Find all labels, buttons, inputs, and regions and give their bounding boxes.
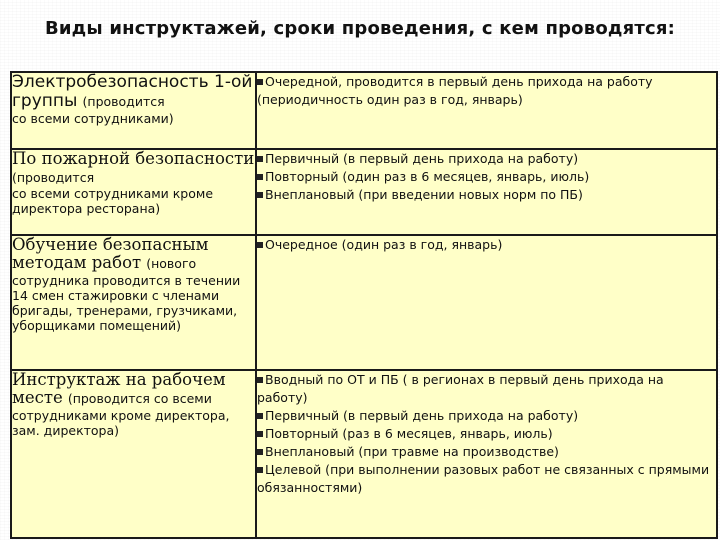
row-note-inline: (проводится со всеми	[67, 391, 212, 407]
list-item: Внеплановый (при введении новых норм по ПБ)	[257, 186, 716, 204]
list-item: Первичный (в первый день прихода на работу)	[257, 407, 716, 425]
table-row	[11, 149, 717, 235]
list-item: Очередное (один раз в год, январь)	[257, 236, 716, 254]
list-item: Очередной, проводится в первый день прихода на работу (периодичность один раз в год, январь)	[257, 74, 653, 107]
list-item: Вводный по ОТ и ПБ ( в регионах в первый день прихода на работу)	[257, 372, 664, 405]
row-note: сотрудниками кроме директора, зам. директора)	[12, 407, 230, 438]
table-row	[11, 370, 717, 538]
list-item: Внеплановый (при травме на производстве)	[257, 443, 716, 461]
bullet-icon	[257, 431, 263, 437]
row-note-inline: (проводится	[82, 94, 165, 110]
row-heading-cell	[11, 72, 256, 149]
page-title: Виды инструктажей, сроки проведения, с кем проводятся:	[44, 18, 676, 39]
table-row	[11, 72, 717, 149]
bullet-icon	[257, 467, 263, 473]
list-item: Целевой (при выполнении разовых работ не связанных с прямыми обязанностями)	[257, 462, 710, 495]
list-item: Первичный (в первый день прихода на работу)	[257, 150, 716, 168]
instruction-table	[10, 71, 718, 539]
list-item: Повторный (раз в 6 месяцев, январь, июль)	[257, 425, 716, 443]
row-heading: Инструктаж на рабочем месте	[12, 370, 226, 408]
row-note: сотрудника проводится в течении 14 смен стажировки с членами бригады, тренерами, грузчиками, уборщиками помещений)	[12, 272, 241, 333]
list-item: Повторный (один раз в 6 месяцев, январь, июль)	[257, 168, 716, 186]
bullet-icon	[257, 192, 263, 198]
table-row	[11, 235, 717, 370]
row-items-cell	[256, 149, 717, 235]
row-note-inline: (нового	[146, 256, 197, 272]
row-note: со всеми сотрудниками кроме директора ресторана)	[12, 186, 214, 217]
bullet-icon	[257, 377, 263, 383]
row-heading: Обучение безопасным методам работ	[12, 235, 209, 273]
row-note: со всеми сотрудниками)	[12, 111, 174, 127]
bullet-icon	[257, 242, 263, 248]
bullet-icon	[257, 413, 263, 419]
row-items-cell	[256, 370, 717, 538]
bullet-icon	[257, 174, 263, 180]
row-heading: Электробезопасность 1-ой группы	[12, 72, 253, 112]
bullet-icon	[257, 156, 263, 162]
bullet-icon	[257, 449, 263, 455]
row-items-cell	[256, 72, 717, 149]
row-note-inline: (проводится	[12, 170, 95, 186]
row-heading-cell	[11, 149, 256, 235]
row-heading-cell	[11, 370, 256, 538]
row-heading-cell	[11, 235, 256, 370]
bullet-icon	[257, 79, 263, 85]
row-items-cell	[256, 235, 717, 370]
row-heading: По пожарной безопасности	[12, 149, 255, 168]
